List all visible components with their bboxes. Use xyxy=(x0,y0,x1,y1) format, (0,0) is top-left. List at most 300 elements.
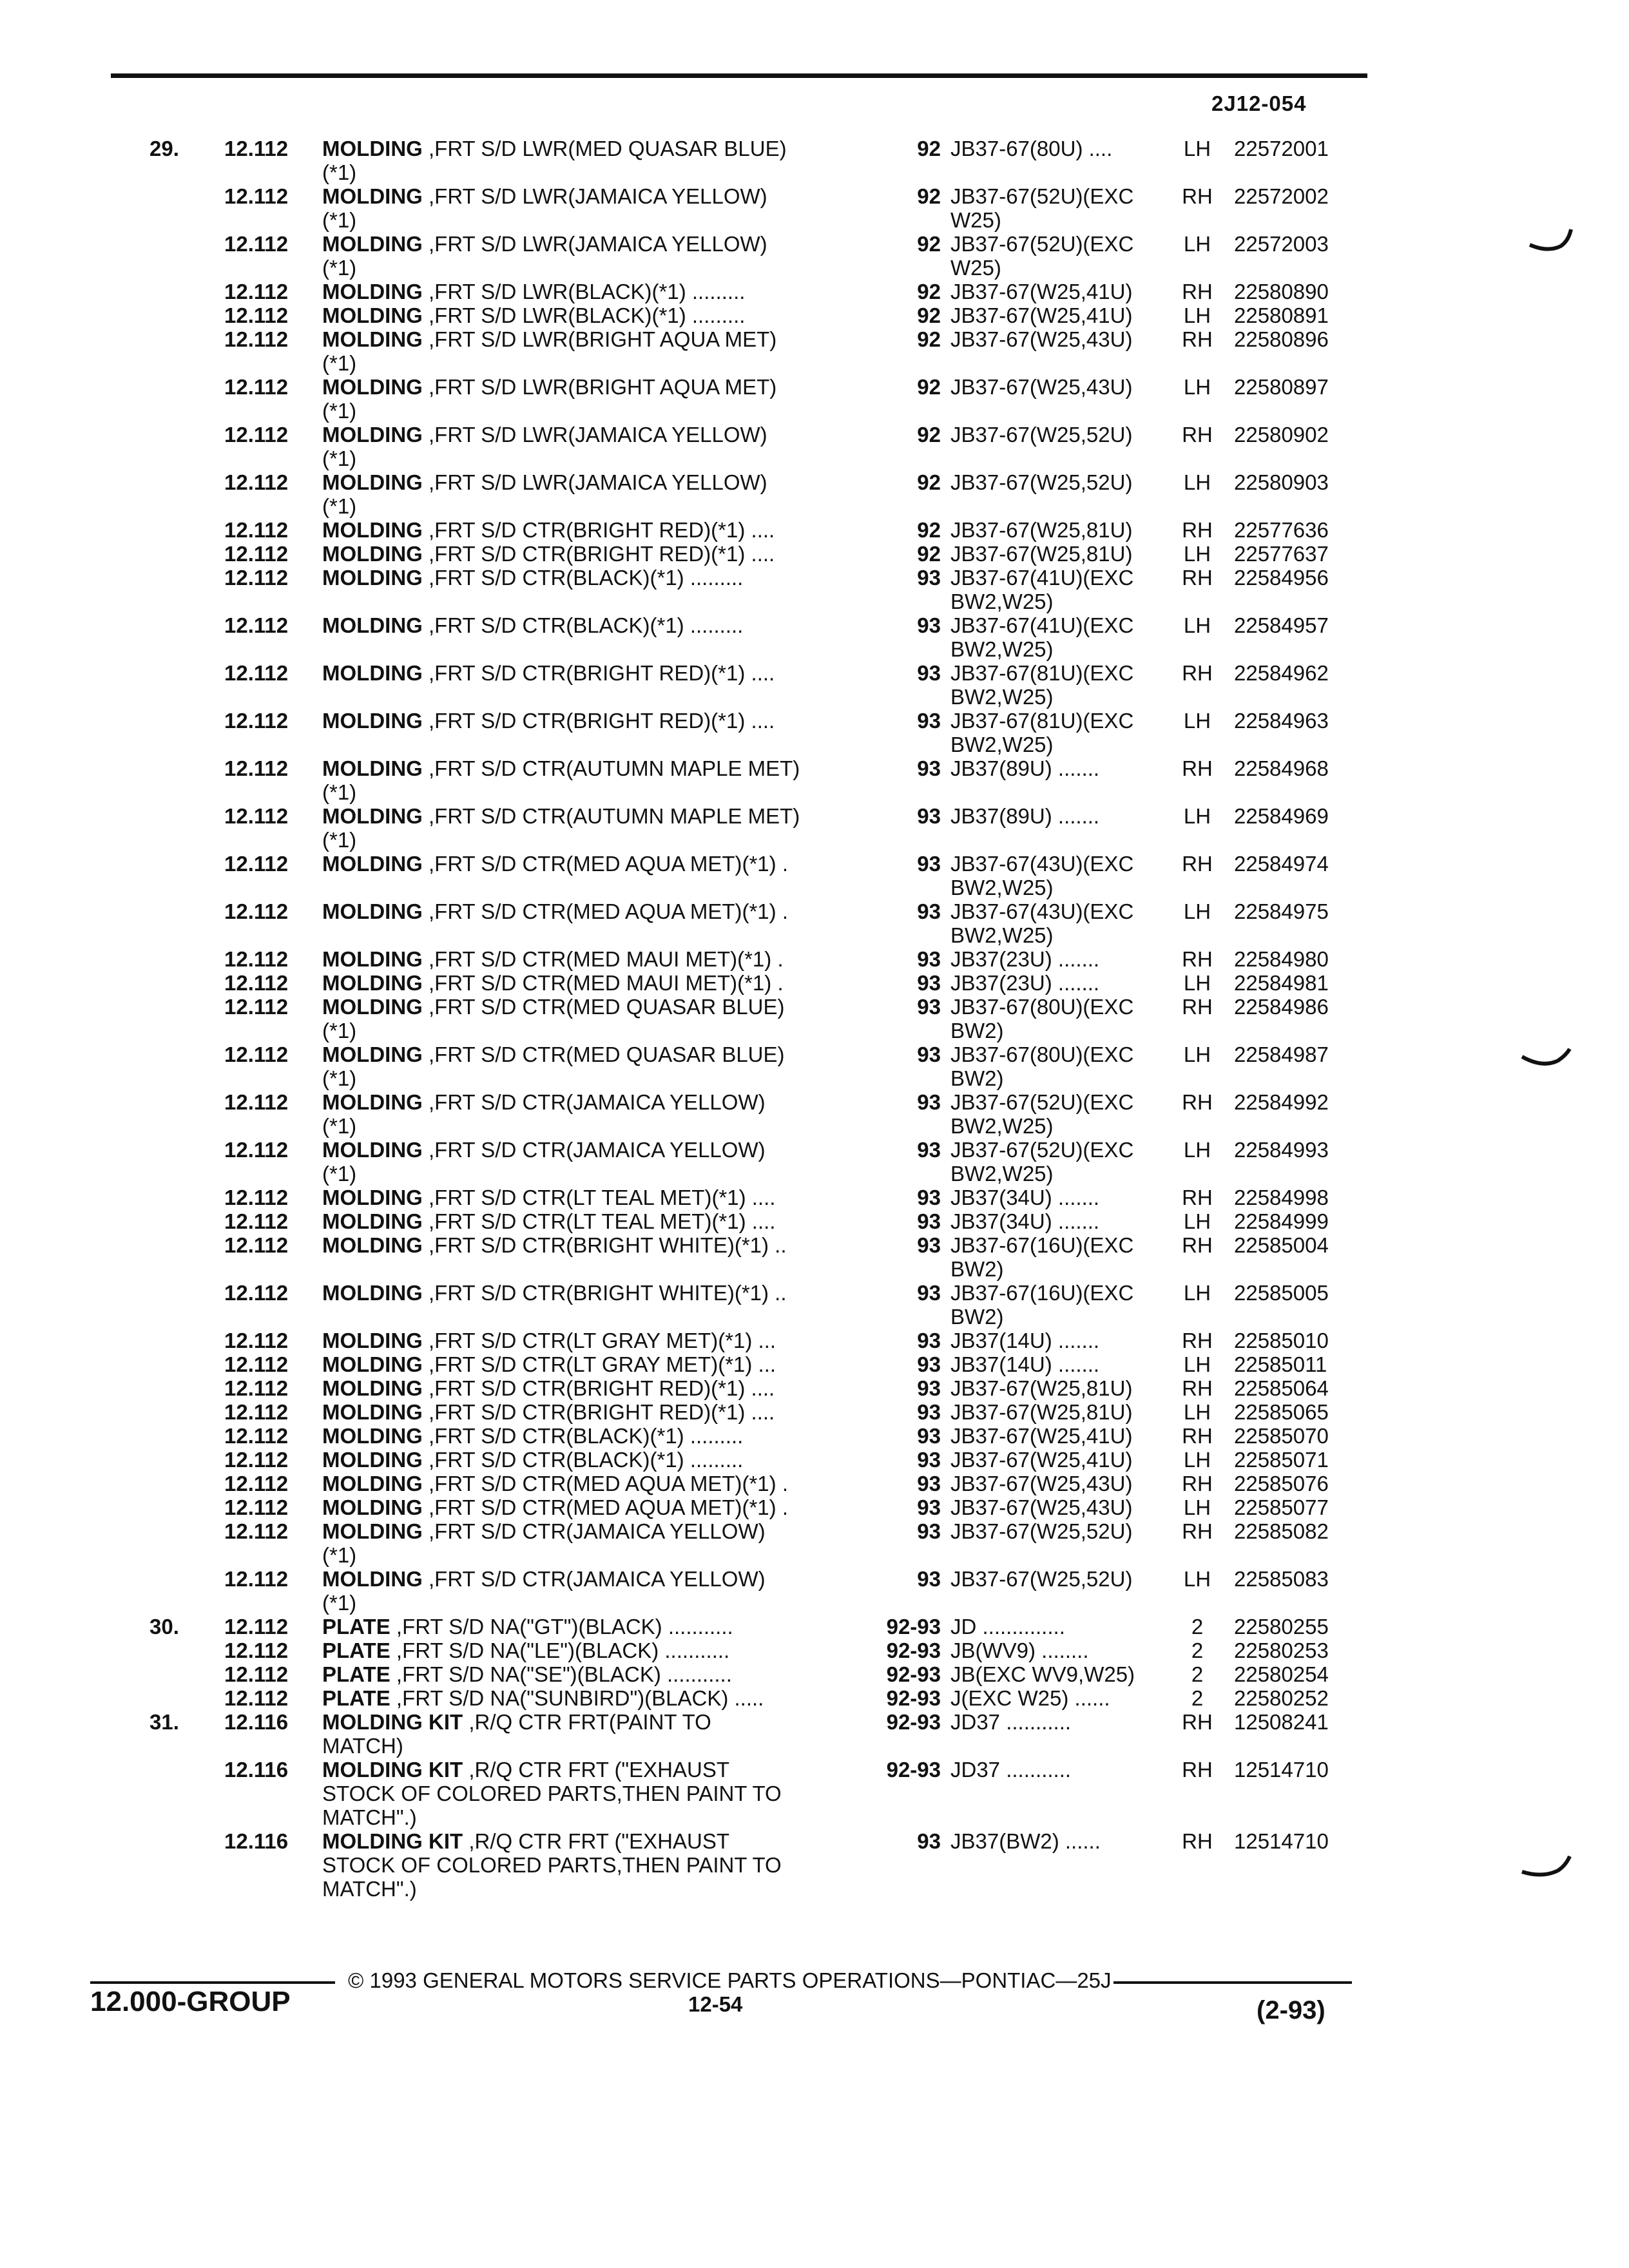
part-description xyxy=(322,804,863,852)
part-description xyxy=(322,280,863,303)
part-name: MOLDING xyxy=(322,1352,423,1376)
side-or-qty: RH xyxy=(1182,280,1213,303)
parts-row xyxy=(0,613,1629,661)
part-detail: ,FRT S/D LWR(BRIGHT AQUA MET) (*1) xyxy=(322,327,777,375)
model-year: 92-93 xyxy=(886,1662,941,1686)
part-detail: ,FRT S/D CTR(BRIGHT WHITE)(*1) .. xyxy=(429,1233,787,1257)
group-number: 12.112 xyxy=(224,1567,289,1591)
part-detail: ,FRT S/D CTR(MED MAUI MET)(*1) . xyxy=(429,971,784,995)
part-detail: ,R/Q CTR FRT ("EXHAUST STOCK OF COLORED PARTS,THEN PAINT TO MATCH".) xyxy=(322,1829,782,1901)
model-year: 92 xyxy=(917,137,941,160)
part-description xyxy=(322,1233,863,1257)
part-description xyxy=(322,542,863,566)
side-or-qty: 2 xyxy=(1191,1615,1204,1639)
page-code: 2J12-054 xyxy=(1211,91,1307,115)
model-year: 93 xyxy=(917,1186,941,1209)
part-description xyxy=(322,1639,863,1662)
part-description xyxy=(322,852,863,876)
part-number: 12508241 xyxy=(1234,1710,1329,1734)
group-number: 12.112 xyxy=(224,1495,289,1519)
application: JB37-67(W25,43U) xyxy=(950,327,1133,351)
part-number: 22580903 xyxy=(1234,470,1329,494)
part-description xyxy=(322,1519,863,1567)
side-or-qty: RH xyxy=(1182,756,1213,780)
part-description xyxy=(322,1090,863,1138)
page-number: 12-54 xyxy=(688,1992,743,2016)
model-year: 92 xyxy=(917,184,941,208)
part-description xyxy=(322,1138,863,1186)
model-year: 92 xyxy=(917,423,941,447)
part-description xyxy=(322,1495,863,1519)
part-name: MOLDING xyxy=(322,184,423,208)
part-description xyxy=(322,137,863,184)
side-or-qty: 2 xyxy=(1191,1662,1204,1686)
application: JB37-67(W25,52U) xyxy=(950,423,1133,447)
part-name: MOLDING xyxy=(322,1448,423,1472)
part-number: 22584987 xyxy=(1234,1043,1329,1066)
side-or-qty: LH xyxy=(1183,1352,1211,1376)
side-or-qty: RH xyxy=(1182,1829,1213,1853)
parts-row xyxy=(0,709,1629,756)
parts-row xyxy=(0,566,1629,613)
model-year: 92-93 xyxy=(886,1639,941,1662)
part-number: 22580254 xyxy=(1234,1662,1329,1686)
application: JD37 ........... xyxy=(950,1710,1072,1734)
part-number: 22585082 xyxy=(1234,1519,1329,1543)
group-number: 12.112 xyxy=(224,1043,289,1066)
group-number: 12.112 xyxy=(224,1519,289,1543)
ref-number: 29. xyxy=(149,137,179,160)
model-year: 92-93 xyxy=(886,1758,941,1782)
group-number: 12.112 xyxy=(224,971,289,995)
part-description xyxy=(322,1615,863,1639)
side-or-qty: RH xyxy=(1182,327,1213,351)
part-number: 22584998 xyxy=(1234,1186,1329,1209)
part-detail: ,FRT S/D LWR(BLACK)(*1) ......... xyxy=(429,280,746,303)
parts-row xyxy=(0,804,1629,852)
ref-number: 31. xyxy=(149,1710,179,1734)
model-year: 93 xyxy=(917,1519,941,1543)
part-number: 22584999 xyxy=(1234,1209,1329,1233)
part-name: MOLDING xyxy=(322,971,423,995)
parts-row xyxy=(0,327,1629,375)
part-number: 22580890 xyxy=(1234,280,1329,303)
part-name: MOLDING xyxy=(322,899,423,923)
part-name: MOLDING xyxy=(322,232,423,256)
group-number: 12.112 xyxy=(224,709,289,733)
side-or-qty: RH xyxy=(1182,1186,1213,1209)
application: JB37-67(80U)(EXC BW2) xyxy=(950,995,1134,1043)
binder-mark-middle xyxy=(1521,1045,1572,1077)
part-number: 22585083 xyxy=(1234,1567,1329,1591)
model-year: 93 xyxy=(917,1090,941,1114)
part-name: MOLDING xyxy=(322,303,423,327)
part-number: 22584986 xyxy=(1234,995,1329,1019)
side-or-qty: LH xyxy=(1183,232,1211,256)
model-year: 92 xyxy=(917,280,941,303)
parts-row xyxy=(0,1376,1629,1400)
part-detail: ,FRT S/D CTR(AUTUMN MAPLE MET) (*1) xyxy=(322,804,800,852)
part-detail: ,FRT S/D CTR(JAMAICA YELLOW) (*1) xyxy=(322,1138,766,1186)
part-number: 12514710 xyxy=(1234,1758,1329,1782)
group-number: 12.112 xyxy=(224,232,289,256)
part-name: MOLDING xyxy=(322,1376,423,1400)
application: JB37-67(80U) .... xyxy=(950,137,1113,160)
part-detail: ,FRT S/D LWR(BRIGHT AQUA MET) (*1) xyxy=(322,375,777,423)
part-description xyxy=(322,1186,863,1209)
group-number: 12.112 xyxy=(224,470,289,494)
part-detail: ,FRT S/D CTR(LT TEAL MET)(*1) .... xyxy=(429,1209,776,1233)
part-name: MOLDING xyxy=(322,1043,423,1066)
binder-mark-top xyxy=(1528,227,1574,259)
side-or-qty: RH xyxy=(1182,1424,1213,1448)
side-or-qty: RH xyxy=(1182,1233,1213,1257)
side-or-qty: LH xyxy=(1183,1448,1211,1472)
part-description xyxy=(322,1352,863,1376)
part-number: 22584974 xyxy=(1234,852,1329,876)
part-name: PLATE xyxy=(322,1639,390,1662)
application: JB37-67(81U)(EXC BW2,W25) xyxy=(950,709,1134,756)
part-description xyxy=(322,303,863,327)
part-number: 22572002 xyxy=(1234,184,1329,208)
application: JB37-67(52U)(EXC BW2,W25) xyxy=(950,1090,1134,1138)
application: JB(WV9) ........ xyxy=(950,1639,1089,1662)
group-number: 12.116 xyxy=(224,1829,289,1853)
part-detail: ,FRT S/D NA("GT")(BLACK) ........... xyxy=(396,1615,733,1639)
group-number: 12.112 xyxy=(224,1472,289,1495)
side-or-qty: RH xyxy=(1182,1519,1213,1543)
side-or-qty: RH xyxy=(1182,184,1213,208)
side-or-qty: RH xyxy=(1182,1472,1213,1495)
parts-row xyxy=(0,375,1629,423)
application: JB37(34U) ....... xyxy=(950,1209,1100,1233)
parts-list xyxy=(0,137,1629,1901)
side-or-qty: LH xyxy=(1183,899,1211,923)
parts-row xyxy=(0,1519,1629,1567)
application: J(EXC W25) ...... xyxy=(950,1686,1110,1710)
model-year: 93 xyxy=(917,1043,941,1066)
part-number: 22577637 xyxy=(1234,542,1329,566)
part-number: 22580897 xyxy=(1234,375,1329,399)
parts-row xyxy=(0,232,1629,280)
side-or-qty: LH xyxy=(1183,709,1211,733)
part-number: 22584969 xyxy=(1234,804,1329,828)
part-number: 22584980 xyxy=(1234,947,1329,971)
side-or-qty: RH xyxy=(1182,947,1213,971)
group-number: 12.112 xyxy=(224,423,289,447)
part-detail: ,FRT S/D NA("SE")(BLACK) ........... xyxy=(396,1662,732,1686)
side-or-qty: RH xyxy=(1182,1090,1213,1114)
group-number: 12.112 xyxy=(224,1686,289,1710)
part-name: MOLDING xyxy=(322,542,423,566)
parts-row xyxy=(0,1043,1629,1090)
part-number: 22584968 xyxy=(1234,756,1329,780)
part-description xyxy=(322,232,863,280)
parts-row xyxy=(0,1186,1629,1209)
parts-row xyxy=(0,756,1629,804)
part-number: 22572003 xyxy=(1234,232,1329,256)
application: JB37-67(W25,52U) xyxy=(950,470,1133,494)
parts-row xyxy=(0,280,1629,303)
group-number: 12.112 xyxy=(224,1400,289,1424)
parts-row xyxy=(0,995,1629,1043)
part-number: 22585005 xyxy=(1234,1281,1329,1305)
side-or-qty: RH xyxy=(1182,661,1213,685)
side-or-qty: LH xyxy=(1183,1281,1211,1305)
group-number: 12.112 xyxy=(224,899,289,923)
part-detail: ,FRT S/D CTR(MED AQUA MET)(*1) . xyxy=(429,1472,788,1495)
parts-row xyxy=(0,1567,1629,1615)
parts-row xyxy=(0,1400,1629,1424)
part-number: 22584975 xyxy=(1234,899,1329,923)
group-number: 12.112 xyxy=(224,184,289,208)
application: JB37(34U) ....... xyxy=(950,1186,1100,1209)
part-name: MOLDING xyxy=(322,137,423,160)
parts-row xyxy=(0,947,1629,971)
group-number: 12.112 xyxy=(224,995,289,1019)
part-name: MOLDING xyxy=(322,1519,423,1543)
part-name: MOLDING xyxy=(322,1400,423,1424)
part-name: MOLDING xyxy=(322,1186,423,1209)
part-name: MOLDING xyxy=(322,1281,423,1305)
part-name: MOLDING xyxy=(322,280,423,303)
model-year: 92-93 xyxy=(886,1615,941,1639)
part-detail: ,FRT S/D CTR(MED QUASAR BLUE) (*1) xyxy=(322,995,785,1043)
group-number: 12.112 xyxy=(224,1662,289,1686)
part-name: MOLDING xyxy=(322,375,423,399)
part-number: 22580253 xyxy=(1234,1639,1329,1662)
application: JB37-67(W25,52U) xyxy=(950,1519,1133,1543)
side-or-qty: RH xyxy=(1182,995,1213,1019)
part-detail: ,FRT S/D NA("SUNBIRD")(BLACK) ..... xyxy=(396,1686,764,1710)
part-name: MOLDING xyxy=(322,804,423,828)
part-description xyxy=(322,1448,863,1472)
part-detail: ,FRT S/D CTR(MED AQUA MET)(*1) . xyxy=(429,852,788,876)
part-name: MOLDING xyxy=(322,756,423,780)
part-number: 22585076 xyxy=(1234,1472,1329,1495)
part-description xyxy=(322,1281,863,1305)
application: JB37-67(W25,41U) xyxy=(950,1448,1133,1472)
top-rule xyxy=(111,73,1367,78)
model-year: 92 xyxy=(917,470,941,494)
side-or-qty: LH xyxy=(1183,1209,1211,1233)
model-year: 93 xyxy=(917,1567,941,1591)
part-detail: ,FRT S/D CTR(BRIGHT RED)(*1) .... xyxy=(429,1376,775,1400)
model-year: 93 xyxy=(917,899,941,923)
part-detail: ,FRT S/D CTR(JAMAICA YELLOW) (*1) xyxy=(322,1567,766,1615)
part-detail: ,FRT S/D CTR(MED AQUA MET)(*1) . xyxy=(429,1495,788,1519)
part-name: MOLDING xyxy=(322,1424,423,1448)
part-detail: ,FRT S/D LWR(MED QUASAR BLUE) (*1) xyxy=(322,137,787,184)
part-description xyxy=(322,375,863,423)
part-number: 22584956 xyxy=(1234,566,1329,590)
parts-row xyxy=(0,1710,1629,1758)
part-description xyxy=(322,1376,863,1400)
group-number: 12.112 xyxy=(224,804,289,828)
part-number: 22584993 xyxy=(1234,1138,1329,1162)
part-name: MOLDING xyxy=(322,1138,423,1162)
parts-row xyxy=(0,1233,1629,1281)
part-description xyxy=(322,971,863,995)
part-description xyxy=(322,899,863,923)
side-or-qty: LH xyxy=(1183,1138,1211,1162)
parts-row xyxy=(0,852,1629,899)
application: JB37-67(16U)(EXC BW2) xyxy=(950,1281,1134,1329)
parts-row xyxy=(0,1138,1629,1186)
model-year: 93 xyxy=(917,1329,941,1352)
part-description xyxy=(322,1400,863,1424)
parts-row xyxy=(0,1829,1629,1901)
part-name: MOLDING xyxy=(322,1090,423,1114)
application: JB37-67(81U)(EXC BW2,W25) xyxy=(950,661,1134,709)
group-number: 12.112 xyxy=(224,1424,289,1448)
part-detail: ,FRT S/D LWR(JAMAICA YELLOW) (*1) xyxy=(322,470,767,518)
parts-row xyxy=(0,1424,1629,1448)
model-year: 93 xyxy=(917,971,941,995)
group-number: 12.112 xyxy=(224,1376,289,1400)
part-detail: ,FRT S/D CTR(MED AQUA MET)(*1) . xyxy=(429,899,788,923)
part-number: 22585064 xyxy=(1234,1376,1329,1400)
part-description xyxy=(322,470,863,518)
part-name: PLATE xyxy=(322,1686,390,1710)
side-or-qty: LH xyxy=(1183,1400,1211,1424)
part-name: MOLDING xyxy=(322,470,423,494)
application: JB37-67(52U)(EXC W25) xyxy=(950,184,1134,232)
part-name: MOLDING xyxy=(322,1495,423,1519)
part-name: PLATE xyxy=(322,1662,390,1686)
parts-row xyxy=(0,1495,1629,1519)
parts-row xyxy=(0,470,1629,518)
side-or-qty: LH xyxy=(1183,971,1211,995)
model-year: 92 xyxy=(917,232,941,256)
model-year: 92-93 xyxy=(886,1710,941,1734)
parts-row xyxy=(0,423,1629,470)
part-detail: ,FRT S/D LWR(JAMAICA YELLOW) (*1) xyxy=(322,184,767,232)
application: JB37-67(W25,81U) xyxy=(950,518,1133,542)
part-detail: ,FRT S/D CTR(JAMAICA YELLOW) (*1) xyxy=(322,1090,766,1138)
parts-row xyxy=(0,1090,1629,1138)
group-number: 12.116 xyxy=(224,1710,289,1734)
side-or-qty: LH xyxy=(1183,470,1211,494)
group-number: 12.112 xyxy=(224,518,289,542)
part-name: MOLDING xyxy=(322,1329,423,1352)
part-name: MOLDING xyxy=(322,661,423,685)
part-detail: ,FRT S/D CTR(AUTUMN MAPLE MET) (*1) xyxy=(322,756,800,804)
part-description xyxy=(322,327,863,375)
group-number: 12.112 xyxy=(224,1639,289,1662)
application: JB37(89U) ....... xyxy=(950,804,1100,828)
part-detail: ,FRT S/D LWR(BLACK)(*1) ......... xyxy=(429,303,746,327)
part-number: 22585011 xyxy=(1234,1352,1327,1376)
application: JB37-67(W25,43U) xyxy=(950,1495,1133,1519)
side-or-qty: RH xyxy=(1182,1758,1213,1782)
part-description xyxy=(322,184,863,232)
model-year: 93 xyxy=(917,1448,941,1472)
part-detail: ,FRT S/D CTR(BRIGHT WHITE)(*1) .. xyxy=(429,1281,787,1305)
parts-row xyxy=(0,518,1629,542)
part-detail: ,FRT S/D CTR(JAMAICA YELLOW) (*1) xyxy=(322,1519,766,1567)
part-description xyxy=(322,1567,863,1615)
part-number: 22580252 xyxy=(1234,1686,1329,1710)
part-detail: ,FRT S/D CTR(BLACK)(*1) ......... xyxy=(429,613,744,637)
application: JB37-67(41U)(EXC BW2,W25) xyxy=(950,566,1134,613)
part-name: MOLDING KIT xyxy=(322,1829,463,1853)
part-description xyxy=(322,756,863,804)
model-year: 93 xyxy=(917,1281,941,1305)
model-year: 92 xyxy=(917,327,941,351)
group-number: 12.112 xyxy=(224,1615,289,1639)
group-number: 12.112 xyxy=(224,1352,289,1376)
part-number: 12514710 xyxy=(1234,1829,1329,1853)
model-year: 93 xyxy=(917,709,941,733)
model-year: 93 xyxy=(917,566,941,590)
parts-row xyxy=(0,1209,1629,1233)
part-detail: ,FRT S/D NA("LE")(BLACK) ........... xyxy=(396,1639,730,1662)
parts-row xyxy=(0,1352,1629,1376)
part-description xyxy=(322,423,863,470)
parts-row xyxy=(0,971,1629,995)
part-detail: ,FRT S/D CTR(BRIGHT RED)(*1) .... xyxy=(429,709,775,733)
part-description xyxy=(322,661,863,685)
side-or-qty: RH xyxy=(1182,423,1213,447)
side-or-qty: LH xyxy=(1183,613,1211,637)
parts-row xyxy=(0,303,1629,327)
application: JB37(23U) ....... xyxy=(950,971,1100,995)
part-description xyxy=(322,518,863,542)
model-year: 92 xyxy=(917,375,941,399)
model-year: 93 xyxy=(917,1472,941,1495)
group-number: 12.112 xyxy=(224,303,289,327)
part-name: PLATE xyxy=(322,1615,390,1639)
model-year: 92 xyxy=(917,542,941,566)
application: JD .............. xyxy=(950,1615,1065,1639)
part-detail: ,FRT S/D CTR(BRIGHT RED)(*1) .... xyxy=(429,542,775,566)
part-name: MOLDING xyxy=(322,852,423,876)
part-detail: ,R/Q CTR FRT(PAINT TO MATCH) xyxy=(322,1710,711,1758)
part-detail: ,R/Q CTR FRT ("EXHAUST STOCK OF COLORED PARTS,THEN PAINT TO MATCH".) xyxy=(322,1758,782,1829)
part-detail: ,FRT S/D CTR(BLACK)(*1) ......... xyxy=(429,1448,744,1472)
part-detail: ,FRT S/D CTR(MED QUASAR BLUE) (*1) xyxy=(322,1043,785,1090)
group-number: 12.112 xyxy=(224,137,289,160)
parts-row xyxy=(0,542,1629,566)
application: JB37-67(43U)(EXC BW2,W25) xyxy=(950,899,1134,947)
footer-rule-right xyxy=(1113,1981,1352,1984)
application: JB37(14U) ....... xyxy=(950,1352,1100,1376)
application: JB37-67(W25,41U) xyxy=(950,280,1133,303)
model-year: 92 xyxy=(917,518,941,542)
side-or-qty: RH xyxy=(1182,1710,1213,1734)
group-number: 12.112 xyxy=(224,947,289,971)
copyright-line: © 1993 GENERAL MOTORS SERVICE PARTS OPERATIONS—PONTIAC—25J xyxy=(348,1968,1112,1992)
part-detail: ,FRT S/D LWR(JAMAICA YELLOW) (*1) xyxy=(322,232,767,280)
part-description xyxy=(322,566,863,590)
application: JB(EXC WV9,W25) xyxy=(950,1662,1135,1686)
part-name: MOLDING xyxy=(322,995,423,1019)
model-year: 93 xyxy=(917,1233,941,1257)
part-number: 22585010 xyxy=(1234,1329,1329,1352)
model-year: 93 xyxy=(917,1495,941,1519)
part-name: MOLDING xyxy=(322,709,423,733)
part-number: 22577636 xyxy=(1234,518,1329,542)
part-name: MOLDING xyxy=(322,1567,423,1591)
application: JB37-67(80U)(EXC BW2) xyxy=(950,1043,1134,1090)
model-year: 93 xyxy=(917,1209,941,1233)
model-year: 93 xyxy=(917,756,941,780)
part-name: MOLDING xyxy=(322,1233,423,1257)
part-name: MOLDING xyxy=(322,518,423,542)
part-number: 22572001 xyxy=(1234,137,1329,160)
model-year: 93 xyxy=(917,1829,941,1853)
